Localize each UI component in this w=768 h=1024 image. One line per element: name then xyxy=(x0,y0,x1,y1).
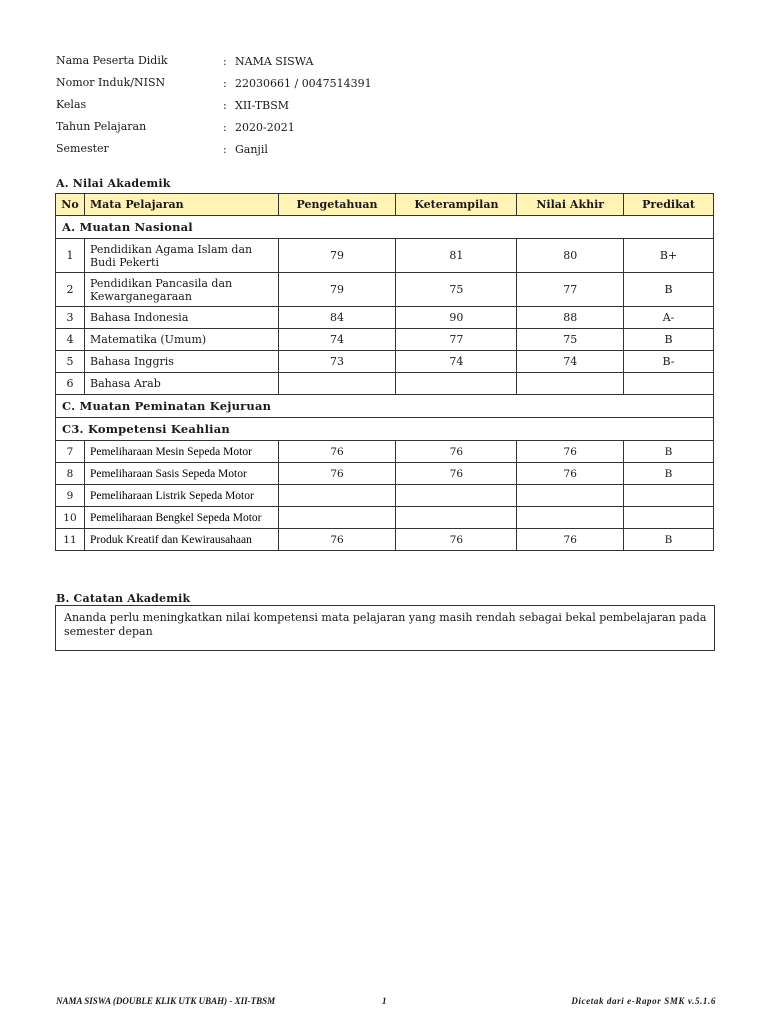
table-row xyxy=(56,507,714,529)
cell-final: 77 xyxy=(517,273,624,307)
cell-knowledge: 76 xyxy=(278,441,396,463)
table-row xyxy=(56,239,714,273)
cell-skill: 90 xyxy=(396,307,517,329)
cell-no: 7 xyxy=(56,441,85,463)
table-row xyxy=(56,373,714,395)
cell-knowledge: 76 xyxy=(278,463,396,485)
cell-predicate: B xyxy=(624,441,714,463)
cell-no: 2 xyxy=(56,273,85,307)
group-label: A. Muatan Nasional xyxy=(56,216,714,239)
footer-student: NAMA SISWA (DOUBLE KLIK UTK UBAH) - XII-TBSM xyxy=(56,996,276,1006)
cell-predicate xyxy=(624,485,714,507)
cell-knowledge: 79 xyxy=(278,239,396,273)
cell-subject: Pendidikan Agama Islam dan Budi Pekerti xyxy=(84,239,278,273)
cell-no: 11 xyxy=(56,529,85,551)
info-value: 2020-2021 xyxy=(235,121,295,134)
cell-skill xyxy=(396,373,517,395)
cell-knowledge xyxy=(278,485,396,507)
info-label: Nomor Induk/NISN xyxy=(56,76,166,89)
cell-skill: 77 xyxy=(396,329,517,351)
cell-predicate: B xyxy=(624,273,714,307)
cell-knowledge: 84 xyxy=(278,307,396,329)
info-label: Semester xyxy=(56,142,109,155)
group-row-peminatan-kejuruan xyxy=(56,395,714,418)
table-row xyxy=(56,273,714,307)
cell-knowledge xyxy=(278,507,396,529)
cell-no: 4 xyxy=(56,329,85,351)
table-row xyxy=(56,485,714,507)
grades-table xyxy=(55,193,714,551)
cell-subject: Bahasa Indonesia xyxy=(84,307,278,329)
header-knowledge: Pengetahuan xyxy=(278,194,396,216)
table-row xyxy=(56,307,714,329)
cell-final: 76 xyxy=(517,529,624,551)
section-b-title: B. Catatan Akademik xyxy=(56,592,191,605)
info-value: XII-TBSM xyxy=(235,99,290,112)
cell-predicate: B+ xyxy=(624,239,714,273)
group-row-muatan-nasional xyxy=(56,216,714,239)
cell-no: 8 xyxy=(56,463,85,485)
cell-final: 74 xyxy=(517,351,624,373)
table-row xyxy=(56,351,714,373)
info-colon: : xyxy=(223,77,227,90)
cell-no: 1 xyxy=(56,239,85,273)
cell-skill: 75 xyxy=(396,273,517,307)
info-colon: : xyxy=(223,143,227,156)
cell-predicate: B- xyxy=(624,351,714,373)
info-colon: : xyxy=(223,55,227,68)
info-label: Nama Peserta Didik xyxy=(56,54,168,67)
cell-predicate: B xyxy=(624,529,714,551)
table-row xyxy=(56,463,714,485)
info-label: Tahun Pelajaran xyxy=(56,120,147,133)
cell-final: 76 xyxy=(517,441,624,463)
info-value: NAMA SISWA xyxy=(235,55,314,68)
group-label: C. Muatan Peminatan Kejuruan xyxy=(56,395,714,418)
cell-predicate: B xyxy=(624,329,714,351)
group-row-kompetensi-keahlian xyxy=(56,418,714,441)
cell-subject: Pemeliharaan Bengkel Sepeda Motor xyxy=(84,507,278,529)
cell-knowledge: 79 xyxy=(278,273,396,307)
cell-knowledge xyxy=(278,373,396,395)
cell-no: 5 xyxy=(56,351,85,373)
header-no: No xyxy=(56,194,85,216)
footer-printed-by: Dicetak dari e-Rapor SMK v.5.1.6 xyxy=(571,996,716,1006)
cell-final: 76 xyxy=(517,463,624,485)
page-footer xyxy=(56,996,716,1010)
cell-subject: Matematika (Umum) xyxy=(84,329,278,351)
info-colon: : xyxy=(223,99,227,112)
section-a-title: A. Nilai Akademik xyxy=(56,177,171,190)
cell-knowledge: 73 xyxy=(278,351,396,373)
header-subject: Mata Pelajaran xyxy=(84,194,278,216)
cell-knowledge: 76 xyxy=(278,529,396,551)
header-predicate: Predikat xyxy=(624,194,714,216)
cell-subject: Pemeliharaan Listrik Sepeda Motor xyxy=(84,485,278,507)
cell-subject: Bahasa Inggris xyxy=(84,351,278,373)
cell-final: 75 xyxy=(517,329,624,351)
cell-subject: Pemeliharaan Sasis Sepeda Motor xyxy=(84,463,278,485)
cell-subject: Pendidikan Pancasila dan Kewarganegaraan xyxy=(84,273,278,307)
info-colon: : xyxy=(223,121,227,134)
cell-no: 3 xyxy=(56,307,85,329)
table-row xyxy=(56,441,714,463)
info-value: 22030661 / 0047514391 xyxy=(235,77,372,90)
header-final: Nilai Akhir xyxy=(517,194,624,216)
cell-predicate: A- xyxy=(624,307,714,329)
cell-skill: 76 xyxy=(396,441,517,463)
cell-skill xyxy=(396,485,517,507)
cell-no: 9 xyxy=(56,485,85,507)
cell-final xyxy=(517,485,624,507)
table-header-row xyxy=(56,194,714,216)
footer-page-number: 1 xyxy=(382,996,387,1006)
cell-predicate: B xyxy=(624,463,714,485)
cell-skill: 74 xyxy=(396,351,517,373)
cell-skill xyxy=(396,507,517,529)
cell-predicate xyxy=(624,507,714,529)
cell-predicate xyxy=(624,373,714,395)
info-value: Ganjil xyxy=(235,143,268,156)
cell-skill: 76 xyxy=(396,529,517,551)
cell-subject: Produk Kreatif dan Kewirausahaan xyxy=(84,529,278,551)
academic-note-box xyxy=(55,605,715,651)
table-row xyxy=(56,329,714,351)
cell-skill: 76 xyxy=(396,463,517,485)
cell-final xyxy=(517,507,624,529)
cell-skill: 81 xyxy=(396,239,517,273)
group-label: C3. Kompetensi Keahlian xyxy=(56,418,714,441)
header-skill: Keterampilan xyxy=(396,194,517,216)
cell-knowledge: 74 xyxy=(278,329,396,351)
info-label: Kelas xyxy=(56,98,87,111)
cell-final: 88 xyxy=(517,307,624,329)
academic-note-text: Ananda perlu meningkatkan nilai kompetensi mata pelajaran yang masih rendah sebagai bekal pembelajaran pada semester depan xyxy=(64,611,707,638)
cell-no: 10 xyxy=(56,507,85,529)
cell-final xyxy=(517,373,624,395)
cell-subject: Bahasa Arab xyxy=(84,373,278,395)
table-row xyxy=(56,529,714,551)
cell-subject: Pemeliharaan Mesin Sepeda Motor xyxy=(84,441,278,463)
cell-final: 80 xyxy=(517,239,624,273)
cell-no: 6 xyxy=(56,373,85,395)
